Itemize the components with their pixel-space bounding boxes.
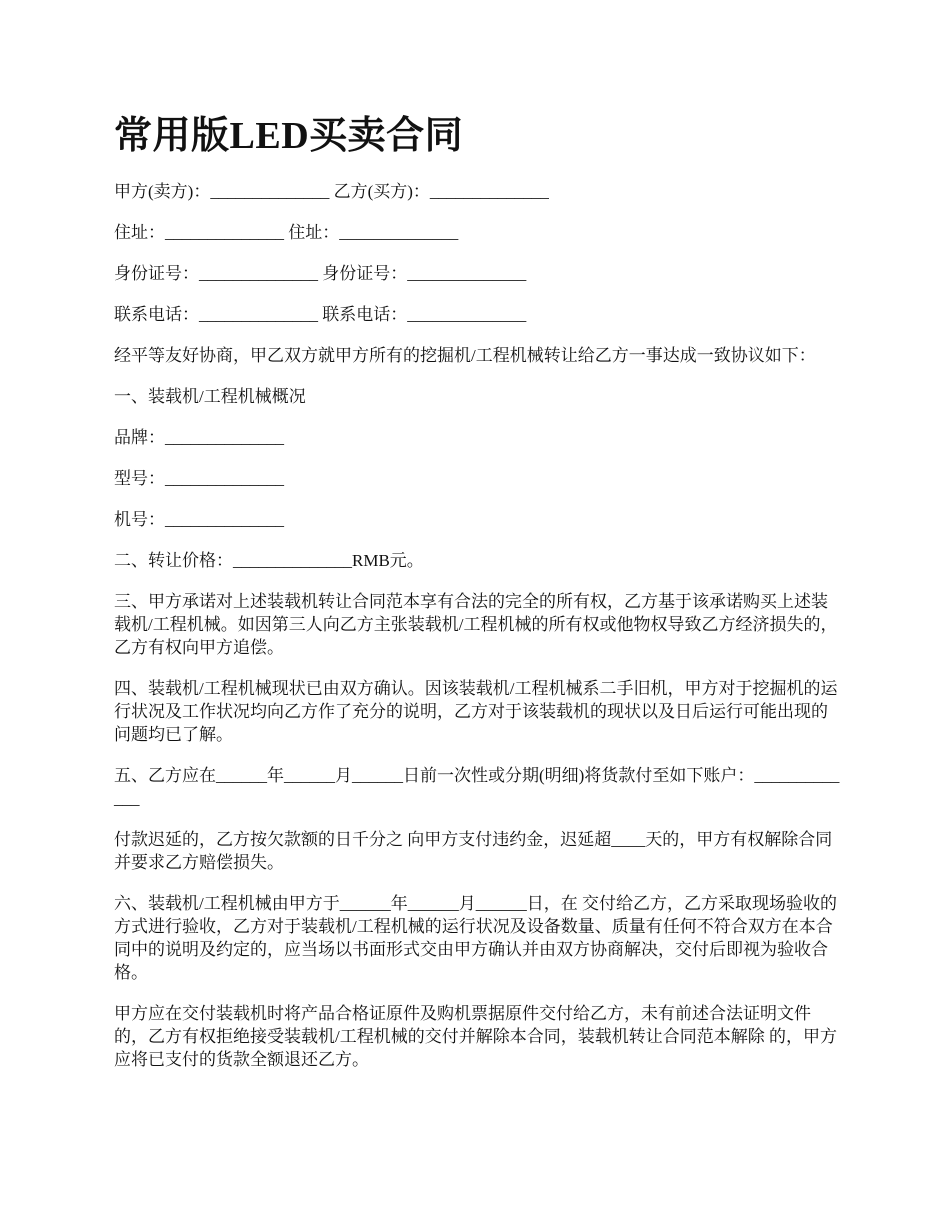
machine-number-field: 机号：______________ [114,510,284,529]
late-payment-clause: 付款迟延的，乙方按欠款额的日千分之 向甲方支付违约金，迟延超____天的，甲方有权解除合同并要求乙方赔偿损失。 [114,830,833,872]
party-names: 甲方(卖方)：______________ 乙方(买方)：______________ [114,182,549,201]
certificate-clause: 甲方应在交付装载机时将产品合格证原件及购机票据原件交付给乙方，未有前述合法证明文件的，乙方有权拒绝接受装载机/工程机械的交付并解除本合同，装载机转让合同范本解除 的，甲方应将已支付的货款全额退还乙方。 [114,1004,837,1069]
model-field: 型号：______________ [114,469,284,488]
agreement-intro: 经平等友好协商，甲乙双方就甲方所有的挖掘机/工程机械转让给乙方一事达成一致协议如下： [114,346,816,365]
section-3-ownership: 三、甲方承诺对上述装载机转让合同范本享有合法的完全的所有权，乙方基于该承诺购买上述装载机/工程机械。如因第三人向乙方主张装载机/工程机械的所有权或他物权导致乙方经济损失的，乙方有权向甲方追偿。 [114,592,838,657]
section-4-condition: 四、装载机/工程机械现状已由双方确认。因该装载机/工程机械系二手旧机，甲方对于挖掘机的运行状况及工作状况均向乙方作了充分的说明，乙方对于该装载机的现状以及日后运行可能出现的问题均已了解。 [114,679,838,744]
party-phone: 联系电话：______________ 联系电话：______________ [114,305,527,324]
section-2-price: 二、转让价格：______________RMB元。 [114,551,424,570]
brand-field: 品牌：______________ [114,428,284,447]
document-title: 常用版LED买卖合同 [114,115,464,157]
party-id-number: 身份证号：______________ 身份证号：______________ [114,264,527,283]
document-body [114,180,844,1071]
section-1-heading: 一、装载机/工程机械概况 [114,387,306,406]
party-address: 住址：______________ 住址：______________ [114,223,459,242]
section-5-payment: 五、乙方应在______年______月______日前一次性或分期(明细)将货款付至如下账户：_____________ [114,766,840,808]
section-6-delivery: 六、装载机/工程机械由甲方于______年______月______日，在 交付给乙方，乙方采取现场验收的方式进行验收，乙方对于装载机/工程机械的运行状况及设备数量、质量有任何不符合双方在本合同中的说明及约定的，应当场以书面形式交由甲方确认并由双方协商解决，交付后即视为验收合格。 [114,894,837,982]
document-page [114,108,844,1089]
